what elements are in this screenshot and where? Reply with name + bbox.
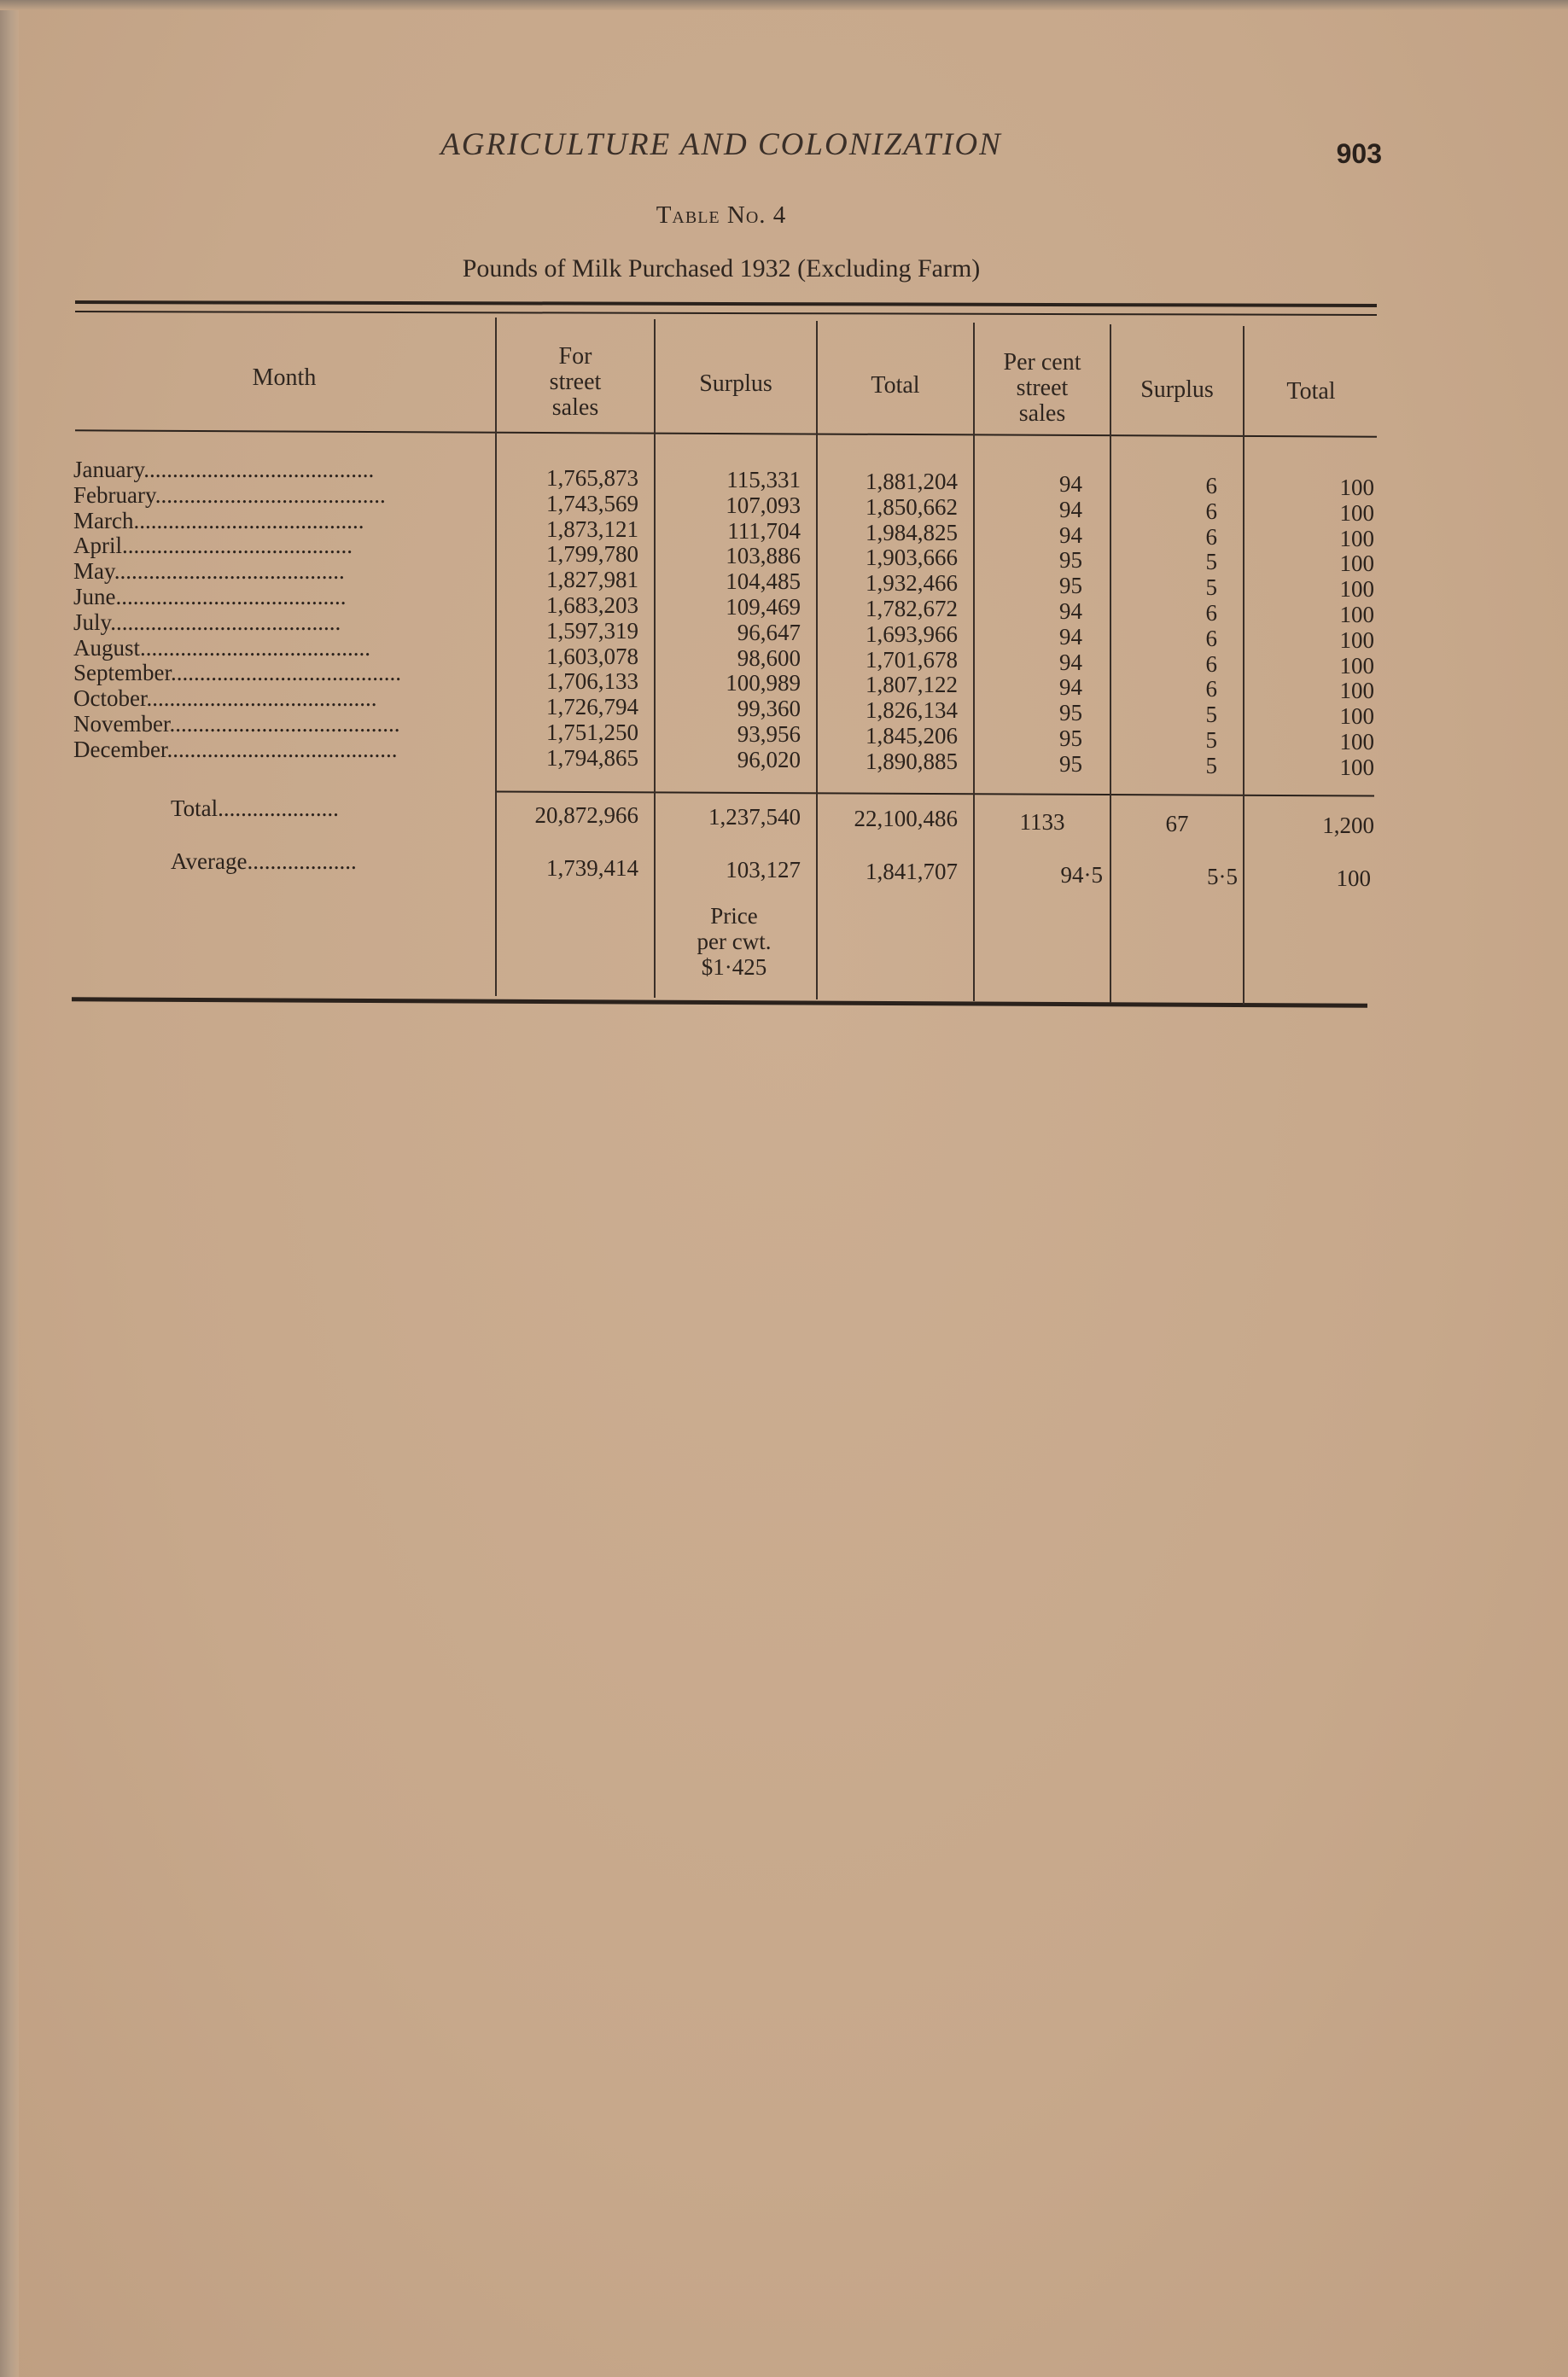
month-name: July [73,609,111,635]
cell-pct-street: 95 [1059,547,1082,574]
cell-total: 1,850,662 [866,493,958,520]
header-line: sales [1018,400,1066,427]
price-note-line: $1·425 [701,954,767,980]
cell-pct-total: 100 [1339,576,1374,603]
cell-pct-surplus: 6 [1205,600,1217,626]
total-street: 20,872,966 [534,802,638,828]
header-pct-total: Total [1286,378,1336,405]
cell-street: 1,794,865 [546,744,638,771]
price-note-line: per cwt. [697,929,772,954]
cell-pct-total: 100 [1339,729,1374,754]
month-name: January [73,457,144,482]
cell-street: 1,827,981 [546,567,638,593]
cell-month: October........................................ [73,685,377,712]
average-label: Average................... [171,848,357,874]
cell-month: August........................................ [73,634,371,661]
month-name: February [73,481,155,508]
header-line: street [549,369,602,395]
month-name: March [73,507,134,533]
total-pct-surplus: 67 [1165,811,1189,836]
cell-surplus: 96,647 [737,619,801,645]
cell-pct-street: 94 [1059,521,1082,548]
column-divider [654,319,656,998]
cell-total: 1,807,122 [866,672,958,698]
cell-surplus: 99,360 [737,696,801,722]
cell-total: 1,903,666 [866,545,958,571]
header-per-cent-street-sales [975,350,1110,427]
header-line: Per cent [1003,349,1081,376]
cell-total: 1,701,678 [866,646,958,673]
average-label-text: Average [171,848,248,874]
cell-pct-total: 100 [1339,499,1374,526]
cell-total: 1,932,466 [866,570,958,597]
cell-total: 1,984,825 [866,519,958,545]
cell-pct-surplus: 6 [1205,498,1217,524]
cell-pct-surplus: 6 [1205,676,1217,702]
month-name: June [73,584,116,609]
running-head: AGRICULTURE AND COLONIZATION [440,127,1002,162]
total-label-text: Total [171,795,219,821]
cell-pct-surplus: 5 [1205,574,1217,601]
cell-month: June........................................ [73,584,347,609]
cell-total: 1,881,204 [866,469,958,494]
table-top-rule-thin [75,311,1377,316]
page-number: 903 [1336,138,1382,169]
cell-pct-street: 95 [1059,573,1082,599]
cell-pct-street: 94 [1059,623,1082,650]
average-total: 1,841,707 [866,859,958,884]
cell-pct-total: 100 [1339,652,1374,679]
total-pct-street: 1133 [1019,809,1065,835]
cell-pct-surplus: 5 [1205,702,1217,728]
cell-street: 1,683,203 [546,592,638,618]
cell-pct-street: 95 [1059,700,1082,726]
cell-street: 1,751,250 [546,720,638,745]
month-name: April [73,533,122,559]
average-pct-street: 94·5 [1060,862,1103,888]
total-total: 22,100,486 [854,806,958,831]
total-pct-total: 1,200 [1322,813,1374,838]
cell-pct-surplus: 6 [1205,625,1217,651]
cell-pct-total: 100 [1339,602,1374,627]
cell-surplus: 115,331 [726,467,801,492]
page-edge-shadow [0,0,19,2377]
header-for-street-sales [497,344,654,421]
cell-total: 1,693,966 [866,620,958,647]
cell-pct-surplus: 6 [1205,473,1217,498]
cell-surplus: 109,469 [726,594,801,620]
cell-pct-street: 95 [1059,725,1082,751]
cell-pct-surplus: 5 [1205,727,1217,753]
month-name: December [73,736,167,762]
header-line: For [558,343,592,370]
cell-pct-total: 100 [1339,525,1374,551]
cell-surplus: 103,886 [726,543,801,569]
cell-street: 1,706,133 [546,668,638,695]
cell-total: 1,826,134 [866,697,958,724]
average-surplus: 103,127 [726,857,801,883]
month-name: October [73,685,147,712]
cell-total: 1,782,672 [866,596,958,621]
table-bottom-rule [72,997,1367,1007]
total-surplus: 1,237,540 [708,804,801,830]
header-surplus: Surplus [699,370,772,397]
header-month: Month [252,364,317,391]
cell-month: February........................................ [73,481,386,508]
cell-surplus: 93,956 [737,721,801,747]
month-name: August [73,634,141,661]
header-pct-surplus: Surplus [1140,376,1214,403]
cell-month: January........................................ [73,457,375,482]
cell-surplus: 98,600 [737,644,801,671]
table-title: Pounds of Milk Purchased 1932 (Excluding Farm) [462,254,981,283]
cell-month: May........................................ [73,558,345,585]
header-divider [75,429,1377,437]
cell-street: 1,597,319 [546,617,638,644]
cell-month: March........................................ [73,507,364,533]
header-line: street [1016,375,1069,401]
cell-surplus: 96,020 [737,746,801,772]
total-label: Total..................... [171,795,339,821]
cell-street: 1,873,121 [546,516,638,542]
cell-pct-surplus: 5 [1205,752,1217,778]
cell-street: 1,603,078 [546,643,638,669]
average-street: 1,739,414 [546,855,638,881]
cell-pct-total: 100 [1339,551,1374,577]
cell-street: 1,726,794 [546,694,638,720]
month-name: November [73,711,170,737]
cell-total: 1,890,885 [866,748,958,774]
cell-pct-surplus: 5 [1205,549,1217,575]
header-total: Total [871,372,920,399]
cell-pct-total: 100 [1339,703,1374,730]
cell-pct-surplus: 6 [1205,650,1217,677]
cell-month: July........................................ [73,609,341,635]
cell-pct-total: 100 [1339,754,1374,780]
table-number: Table No. 4 [656,201,787,229]
cell-street: 1,799,780 [546,541,638,568]
cell-pct-street: 94 [1059,649,1082,675]
cell-pct-surplus: 6 [1205,523,1217,550]
cell-pct-street: 94 [1059,598,1082,624]
cell-total: 1,845,206 [866,723,958,749]
cell-month: September........................................ [73,660,401,686]
cell-pct-street: 94 [1059,674,1082,701]
cell-pct-street: 94 [1059,496,1082,522]
cell-month: December........................................ [73,736,398,762]
column-divider [816,321,818,999]
cell-pct-street: 94 [1059,471,1082,497]
cell-surplus: 104,485 [726,568,801,595]
average-pct-surplus: 5·5 [1207,864,1238,889]
cell-pct-street: 95 [1059,750,1082,777]
cell-month: April........................................ [73,533,353,559]
cell-surplus: 111,704 [727,517,801,544]
price-note-line: Price [710,903,758,929]
cell-street: 1,743,569 [546,490,638,516]
price-per-cwt-note [666,903,802,980]
average-pct-total: 100 [1336,865,1371,891]
month-name: September [73,660,171,686]
cell-month: November........................................ [73,711,400,737]
cell-pct-total: 100 [1339,626,1374,653]
page-top-edge-shadow [0,0,1568,10]
cell-surplus: 100,989 [726,670,801,696]
cell-pct-total: 100 [1339,678,1374,704]
cell-pct-total: 100 [1339,475,1374,500]
header-line: sales [551,394,599,421]
cell-street: 1,765,873 [546,465,638,491]
cell-surplus: 107,093 [726,492,801,518]
table-top-rule [75,300,1377,307]
month-name: May [73,558,114,585]
